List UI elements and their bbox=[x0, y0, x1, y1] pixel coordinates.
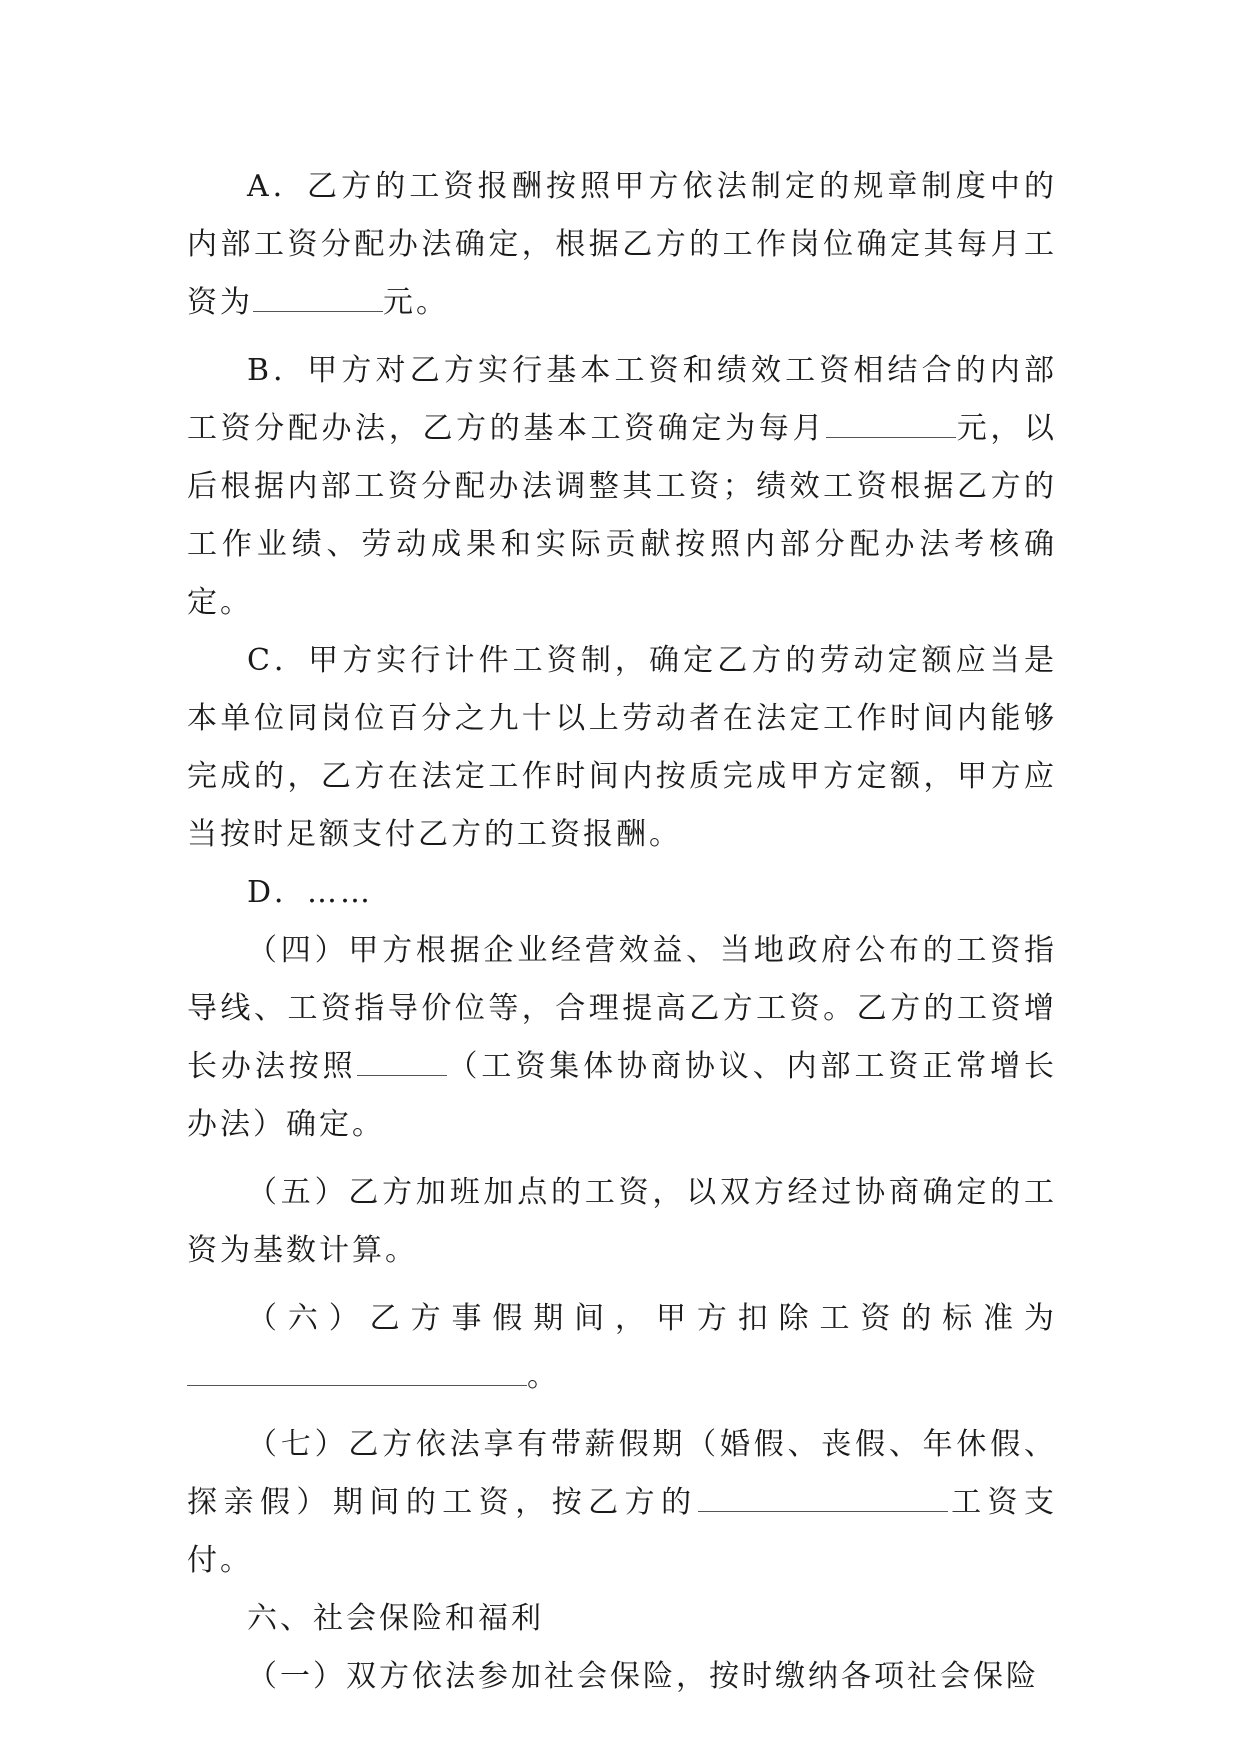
wage-growth-method-blank bbox=[357, 1049, 447, 1076]
item-7-text-end: 工资支付。 bbox=[187, 1485, 1058, 1578]
option-a-text: A．乙方的工资报酬按照甲方依法制定的规章制度中的内部工资分配办法确定，根据乙方的工作岗位确定其每月工资为 bbox=[187, 169, 1057, 320]
document-body bbox=[187, 158, 1057, 1706]
paragraph-item-6 bbox=[187, 1290, 1057, 1406]
paragraph-option-c: C．甲方实行计件工资制，确定乙方的劳动定额应当是本单位同岗位百分之九十以上劳动者在法定工作时间内能够完成的，乙方在法定工作时间内按质完成甲方定额，甲方应当按时足额支付乙方的工资报酬。 bbox=[187, 643, 1057, 852]
option-a-text-end: 元。 bbox=[383, 285, 449, 320]
item-4-text: （四）甲方根据企业经营效益、当地政府公布的工资指导线、工资指导价位等，合理提高乙方工资。乙方的工资增长办法按照 bbox=[187, 933, 1057, 1084]
base-wage-blank bbox=[826, 411, 956, 438]
option-b-text: B．甲方对乙方实行基本工资和绩效工资相结合的内部工资分配办法，乙方的基本工资确定为每月 bbox=[187, 353, 1057, 446]
paragraph-option-a bbox=[187, 158, 1057, 332]
item-4-text-end: （工资集体协商协议、内部工资正常增长办法）确定。 bbox=[187, 1049, 1058, 1142]
paid-leave-wage-blank bbox=[698, 1485, 948, 1512]
paragraph-item-6-1: （一）双方依法参加社会保险，按时缴纳各项社会保险 bbox=[247, 1659, 1039, 1694]
section-heading-social-insurance: 六、社会保险和福利 bbox=[247, 1601, 544, 1636]
leave-deduction-blank bbox=[187, 1359, 527, 1386]
paragraph-item-7 bbox=[187, 1416, 1057, 1590]
paragraph-option-d: D．…… bbox=[247, 875, 374, 910]
item-6-text: （六）乙方事假期间，甲方扣除工资的标准为 bbox=[247, 1301, 1057, 1336]
paragraph-item-4 bbox=[187, 922, 1057, 1154]
item-6-text-end: 。 bbox=[527, 1359, 560, 1394]
monthly-wage-blank bbox=[253, 285, 383, 312]
item-7-text: （七）乙方依法享有带薪假期（婚假、丧假、年休假、探亲假）期间的工资，按乙方的 bbox=[187, 1427, 1057, 1520]
paragraph-option-b bbox=[187, 342, 1057, 632]
paragraph-item-5: （五）乙方加班加点的工资，以双方经过协商确定的工资为基数计算。 bbox=[187, 1175, 1057, 1268]
option-b-text-end: 元，以后根据内部工资分配办法调整其工资；绩效工资根据乙方的工作业绩、劳动成果和实际贡献按照内部分配办法考核确定。 bbox=[187, 411, 1058, 620]
